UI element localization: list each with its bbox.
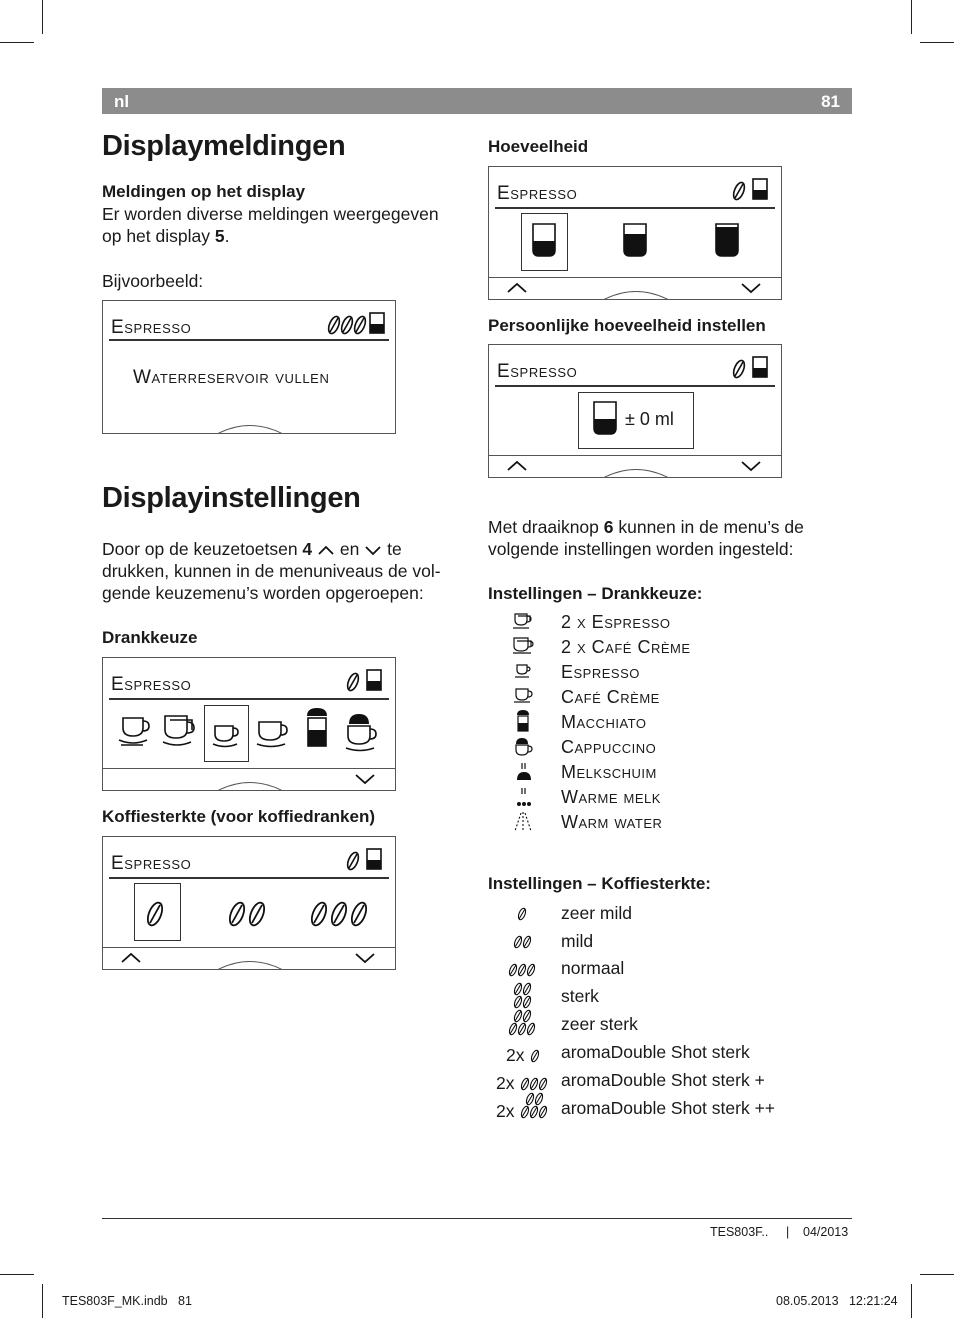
paragraph-line: volgende instellingen worden ingesteld: [488,539,794,559]
cup-icon [591,399,619,437]
display-arc [601,287,671,300]
bean-cup-icon [729,177,775,203]
crop-mark [42,0,43,34]
five-beans-icon [518,1092,552,1120]
large-cup-icon [713,221,741,259]
subheading-persoonlijke: Persoonlijke hoeveelheid instellen [488,316,766,335]
medium-cup-icon [621,221,649,259]
paragraph-line: Met draaiknop 6 kunnen in de menu’s de [488,517,804,537]
paragraph-line: op het display 5. [102,226,230,246]
heading-displayinstellingen: Displayinstellingen [102,482,361,514]
footer-rule [102,1218,852,1219]
chevron-down-icon [354,951,376,965]
crop-mark [920,1274,954,1275]
footer-file: TES803F_MK.indb 81 [62,1294,192,1308]
page-header [102,88,852,114]
crop-mark [911,0,912,34]
drink-item: Melkschuim [561,762,657,782]
drink-item: Espresso [561,662,640,682]
footer-separator: | [786,1225,790,1239]
subheading-meldingen: Meldingen op het display [102,182,306,201]
paragraph-line: Er worden diverse meldingen weergegeven [102,204,439,224]
display-persoonlijke-hoeveelheid [488,344,782,478]
display-koffiesterkte [102,836,396,970]
display-arc [215,778,285,791]
subheading-drankkeuze-list: Instellingen – Drankkeuze: [488,584,703,603]
warm-water-icon [512,811,536,833]
chevron-down-icon [364,544,382,556]
display-hoeveelheid [488,166,782,300]
double-cafe-creme-icon [161,714,201,750]
drink-item: Café Crème [561,687,660,707]
bean-cup-icon [343,668,389,694]
subheading-hoeveelheid: Hoeveelheid [488,137,589,156]
chevron-up-icon [120,951,142,965]
display-arc [215,421,285,434]
three-beans-icon [518,1076,552,1092]
espresso-icon [211,722,245,750]
cappuccino-icon [343,710,383,752]
display-arc [601,465,671,478]
display-example-message [102,300,396,434]
four-beans-icon [511,982,535,1010]
subheading-koffiesterkte-list: Instellingen – Koffiesterkte: [488,874,711,893]
display-title: Espresso [111,853,192,874]
display-title: Espresso [111,674,192,695]
three-beans-icon [307,899,375,929]
strength-item: normaal [561,958,625,978]
drink-item: Macchiato [561,712,647,732]
display-title: Espresso [497,183,578,204]
bean-cup-icon [729,355,775,381]
macchiato-icon [303,706,331,752]
paragraph-line: Door op de keuzetoetsen 4 en te [102,539,402,559]
heading-displaymeldingen: Displaymeldingen [102,130,346,162]
one-bean-icon [515,906,529,922]
double-espresso-icon [117,714,157,750]
chevron-down-icon [740,459,762,473]
chevron-down-icon [354,772,376,786]
drink-item: Cappuccino [561,737,657,757]
amount-value: ± 0 ml [625,409,674,429]
strength-item: aromaDouble Shot sterk + [561,1070,765,1090]
one-bean-icon [143,899,167,929]
strength-item: mild [561,931,594,951]
twox-label: 2x [496,1073,515,1093]
display-arc [215,957,285,970]
macchiato-icon [515,709,531,733]
chevron-up-icon [506,459,528,473]
double-cafe-creme-icon [512,636,536,654]
crop-mark [42,1284,43,1318]
cafe-creme-icon [513,687,535,704]
page-number: 81 [821,92,840,111]
display-message: Waterreservoir vullen [133,367,330,388]
crop-mark [920,42,954,43]
double-espresso-icon [512,612,536,630]
two-beans-icon [511,934,535,950]
espresso-icon [514,663,534,679]
three-beans-icon [506,962,540,978]
strength-item: zeer mild [561,903,632,923]
five-beans-icon [506,1009,540,1037]
melkschuim-icon [514,761,534,783]
warme-melk-icon [514,786,534,808]
cappuccino-icon [513,736,535,758]
display-title: Espresso [497,361,578,382]
language-code: nl [114,92,130,111]
crop-mark [0,42,34,43]
display-title: Espresso [111,317,192,338]
subheading-drankkeuze: Drankkeuze [102,628,198,647]
display-drankkeuze [102,657,396,791]
footer-date: 04/2013 [803,1225,849,1239]
crop-mark [911,1284,912,1318]
drink-item: 2 x Café Crème [561,637,691,657]
paragraph-line: gende keuzemenu’s worden opgeroepen: [102,583,424,603]
strength-item: sterk [561,986,599,1006]
drink-item: Warme melk [561,787,661,807]
crop-mark [0,1274,34,1275]
one-bean-icon [528,1048,542,1064]
beans-cup-icon [325,311,389,337]
cafe-creme-icon [255,718,293,750]
chevron-up-icon [506,281,528,295]
chevron-down-icon [740,281,762,295]
strength-item: aromaDouble Shot sterk ++ [561,1098,776,1118]
drink-item: Warm water [561,812,663,832]
two-beans-icon [225,899,271,929]
bijvoorbeeld-label: Bijvoorbeeld: [102,271,204,291]
chevron-up-icon [317,544,335,556]
twox-label: 2x [496,1101,515,1121]
drink-item: 2 x Espresso [561,612,671,632]
subheading-koffiesterkte: Koffiesterkte (voor koffiedranken) [102,807,375,826]
strength-item: zeer sterk [561,1014,638,1034]
footer-model: TES803F.. [710,1225,769,1239]
paragraph-line: drukken, kunnen in de menuniveaus de vol- [102,561,441,581]
strength-item: aromaDouble Shot sterk [561,1042,750,1062]
footer-printed: 08.05.2013 12:21:24 [776,1294,898,1308]
twox-label: 2x [506,1045,525,1065]
small-cup-icon [530,221,558,259]
bean-cup-icon [343,847,389,873]
